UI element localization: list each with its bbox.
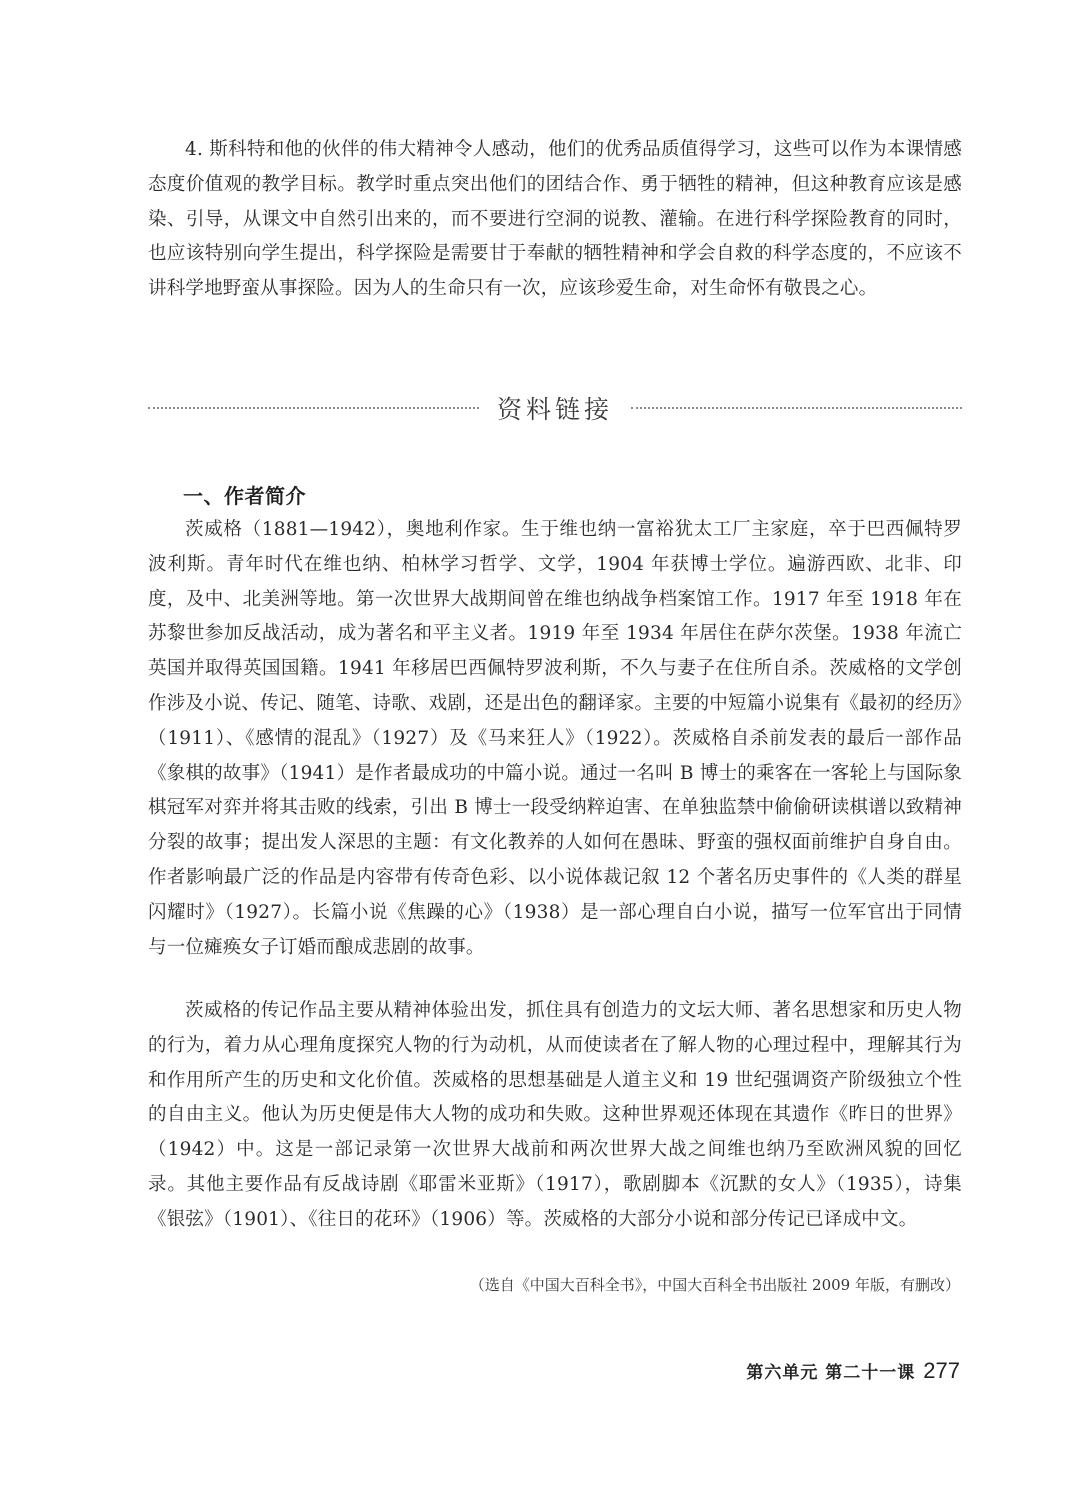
bio-paragraph-1: 茨威格（1881—1942），奥地利作家。生于维也纳一富裕犹太工厂主家庭，卒于巴西佩特罗波利斯。青年时代在维也纳、柏林学习哲学、文学，1904 年获博士学位。遍游西欧、北非、印度，及中、北美洲等地。第一次世界大战期间曾在维也纳战争档案馆工作。1917 年至 1918 年在苏黎世参加反战活动，成为著名和平主义者。1919 年至 1934 年居住在萨尔茨堡。1938 年流亡英国并取得英国国籍。1941 年移居巴西佩特罗波利斯，不久与妻子在住所自杀。茨威格的文学创作涉及小说、传记、随笔、诗歌、戏剧，还是出色的翻译家。主要的中短篇小说集有《最初的经历》（1911）、《感情的混乱》（1927）及《马来狂人》（1922）。茨威格自杀前发表的最后一部作品《象棋的故事》（1941）是作者最成功的中篇小说。通过一名叫 B 博士的乘客在一客轮上与国际象棋冠军对弈并将其击败的线索，引出 B 博士一段受纳粹迫害、在单独监禁中偷偷研读棋谱以致精神分裂的故事；提出发人深思的主题：有文化教养的人如何在愚昧、野蛮的强权面前维护自身自由。作者影响最广泛的作品是内容带有传奇色彩、以小说体裁记叙 12 个著名历史事件的《人类的群星闪耀时》（1927）。长篇小说《焦躁的心》（1938）是一部心理自白小说，描写一位军官出于同情与一位瘫痪女子订婚而酿成悲剧的故事。	[148, 519, 962, 958]
subheading-author-intro: 一、作者简介	[183, 484, 306, 508]
section-divider	[148, 388, 962, 428]
intro-paragraph: 4. 斯科特和他的伙伴的伟大精神令人感动，他们的优秀品质值得学习，这些可以作为本课情感态度价值观的教学目标。教学时重点突出他们的团结合作、勇于牺牲的精神，但这种教育应该是感染、引导，从课文中自然引出来的，而不要进行空洞的说教、灌输。在进行科学探险教育的同时，也应该特别向学生提出，科学探险是需要甘于奉献的牺牲精神和学会自救的科学态度的，不应该不讲科学地野蛮从事探险。因为人的生命只有一次，应该珍爱生命，对生命怀有敬畏之心。	[148, 139, 962, 300]
dotted-rule-right	[631, 407, 962, 409]
page-number: 277	[923, 1358, 960, 1383]
source-note: （选自《中国大百科全书》，中国大百科全书出版社 2009 年版，有删改）	[469, 1276, 960, 1294]
footer-unit-lesson: 第六单元 第二十一课	[746, 1363, 916, 1383]
dotted-rule-left	[148, 407, 479, 409]
bio-paragraph-2: 茨威格的传记作品主要从精神体验出发，抓住具有创造力的文坛大师、著名思想家和历史人物的行为，着力从心理角度探究人物的行为动机，从而使读者在了解人物的心理过程中，理解其行为和作用所产生的历史和文化价值。茨威格的思想基础是人道主义和 19 世纪强调资产阶级独立个性的自由主义。他认为历史便是伟大人物的成功和失败。这种世界观还体现在其遗作《昨日的世界》（1942）中。这是一部记录第一次世界大战前和两次世界大战之间维也纳乃至欧洲风貌的回忆录。其他主要作品有反战诗剧《耶雷米亚斯》（1917），歌剧脚本《沉默的女人》（1935），诗集《银弦》（1901）、《往日的花环》（1906）等。茨威格的大部分小说和部分传记已译成中文。	[148, 1000, 962, 1230]
section-title: 资料链接	[497, 395, 614, 424]
page-footer	[746, 1358, 960, 1384]
